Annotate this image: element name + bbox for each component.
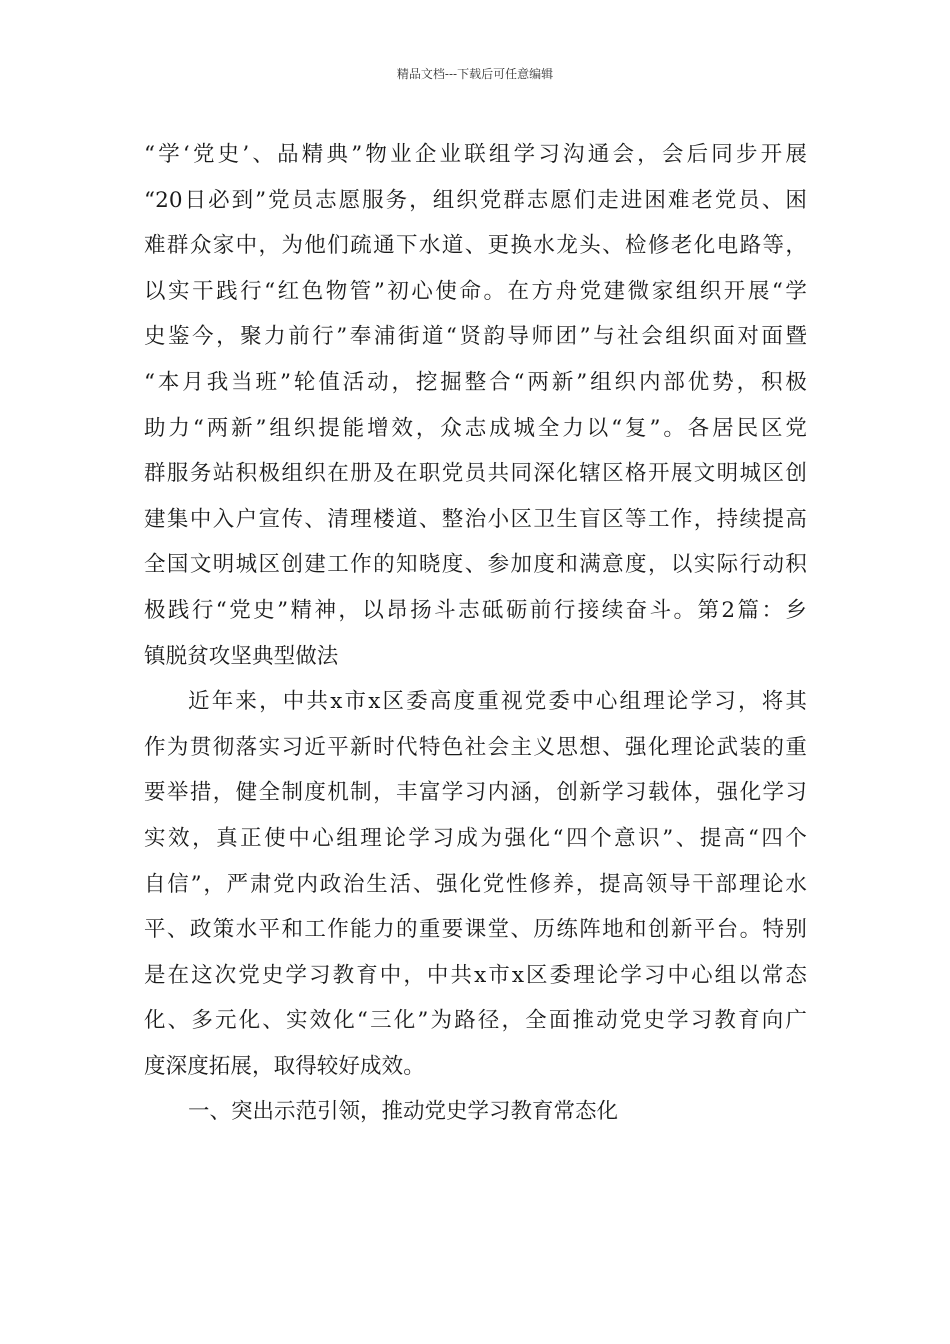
text-line: 是在这次党史学习教育中，中共x市x区委理论学习中心组以常态	[144, 962, 807, 988]
paragraph-2	[144, 679, 807, 1089]
document-body	[144, 132, 807, 1135]
page-header: 精品文档---下载后可任意编辑	[396, 67, 554, 81]
text-line: 极践行“党史”精神，以昂扬斗志砥砺前行接续奋斗。第2篇：乡	[144, 597, 807, 623]
text-line: 难群众家中，为他们疏通下水道、更换水龙头、检修老化电路等，	[144, 233, 807, 259]
text-line: 作为贯彻落实习近平新时代特色社会主义思想、强化理论武装的重	[144, 734, 807, 760]
text-line: 全国文明城区创建工作的知晓度、参加度和满意度，以实际行动积	[144, 552, 807, 578]
paragraph-1	[144, 132, 807, 679]
text-line: “学‘党史’、品精典”物业企业联组学习沟通会，会后同步开展	[144, 142, 807, 167]
text-line: 建集中入户宣传、清理楼道、整治小区卫生盲区等工作，持续提高	[144, 506, 807, 532]
text-line: 近年来，中共x市x区委高度重视党委中心组理论学习，将其	[188, 689, 807, 715]
text-line: 平、政策水平和工作能力的重要课堂、历练阵地和创新平台。特别	[144, 917, 807, 943]
text-line: 实效，真正使中心组理论学习成为强化“四个意识”、提高“四个	[144, 825, 807, 851]
text-line: 群服务站积极组织在册及在职党员共同深化辖区格开展文明城区创	[144, 461, 807, 487]
text-line: 史鉴今，聚力前行”奉浦街道“贤韵导师团”与社会组织面对面暨	[144, 324, 807, 350]
text-line: “20日必到”党员志愿服务，组织党群志愿们走进困难老党员、困	[144, 187, 807, 213]
text-line: 助力“两新”组织提能增效，众志成城全力以“复”。各居民区党	[144, 415, 807, 441]
text-line: 化、多元化、实效化“三化”为路径，全面推动党史学习教育向广	[144, 1008, 807, 1034]
section-heading: 一、突出示范引领，推动党史学习教育常态化	[188, 1099, 619, 1125]
text-line: 要举措，健全制度机制，丰富学习内涵，创新学习载体，强化学习	[144, 780, 807, 806]
text-line: 镇脱贫攻坚典型做法	[144, 643, 339, 669]
text-line: 自信”，严肃党内政治生活、强化党性修养，提高领导干部理论水	[144, 871, 807, 897]
text-line: 以实干践行“红色物管”初心使命。在方舟党建微家组织开展“学	[144, 278, 807, 304]
text-line: “本月我当班”轮值活动，挖掘整合“两新”组织内部优势，积极	[144, 369, 807, 395]
text-line: 度深度拓展，取得较好成效。	[144, 1053, 425, 1079]
